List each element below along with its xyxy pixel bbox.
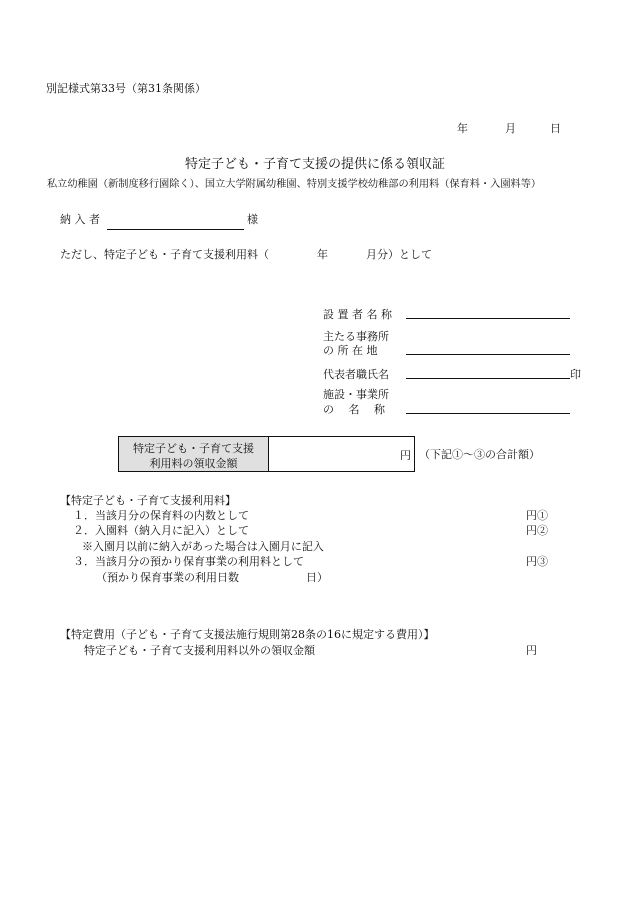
amount-value-cell[interactable] [268,436,415,472]
document-title: 特定子ども・子育て支援の提供に係る領収証 [184,157,445,172]
fees-heading: 【特定子ども・子育て支援利用料】 [60,494,236,507]
fee-item-3: ３．当該月分の預かり保育事業の利用料として [73,555,304,568]
proviso-year: 年 [317,248,328,261]
office-label-line2: の 所 在 地 [323,344,378,357]
amount-label-line2: 利用料の領収金額 [149,457,238,470]
fee-item-3-note: （預かり保育事業の利用日数 [96,571,239,584]
special-item-unit: 円 [526,644,537,657]
date-year: 年 [457,122,468,135]
amount-note: （下記①～③の合計額） [419,448,540,461]
rep-title-label: 代表者職氏名 [323,368,389,381]
office-label-line1: 主たる事務所 [323,330,389,343]
date-month: 月 [505,122,516,135]
payer-name-line[interactable] [107,229,244,230]
amount-label-cell [118,436,269,472]
payer-label: 納 入 者 [60,213,100,226]
form-reference: 別記様式第33号（第31条関係） [46,82,206,95]
office-address-line[interactable] [406,354,570,355]
date-day: 日 [550,122,561,135]
special-item: 特定子ども・子育て支援利用料以外の領収金額 [84,644,315,657]
founder-name-label: 設 置 者 名 称 [323,308,392,321]
rep-name-line[interactable] [406,378,570,379]
payer-suffix: 様 [247,213,258,226]
facility-label-line1: 施設・事業所 [323,388,389,401]
facility-label-line2: の 名 称 [323,403,385,416]
fee-item-3-note-end: 日） [306,571,328,584]
seal-mark: 印 [570,368,581,381]
fee-item-1-unit: 円① [526,509,548,522]
fee-item-2: ２．入園料（納入月に記入）として [73,524,249,537]
facility-name-line[interactable] [406,413,570,414]
special-heading: 【特定費用（子ども・子育て支援法施行規則第28条の16に規定する費用）】 [60,628,435,641]
proviso-month-suffix: 月分）として [366,248,432,261]
fee-item-3-unit: 円③ [526,555,548,568]
fee-item-2-unit: 円② [526,524,548,537]
founder-name-line[interactable] [406,318,570,319]
proviso-prefix: ただし、特定子ども・子育て支援利用料（ [60,248,269,261]
amount-label-line1: 特定子ども・子育て支援 [133,442,254,455]
fee-item-1: １．当該月分の保育料の内数として [73,509,249,522]
document-subtitle: 私立幼稚園（新制度移行園除く）、国立大学附属幼稚園、特別支援学校幼稚部の利用料（保育料・入園料等） [47,179,542,190]
amount-unit: 円 [400,449,411,462]
fee-item-2-note: ※入園月以前に納入があった場合は入園月に記入 [82,540,324,553]
